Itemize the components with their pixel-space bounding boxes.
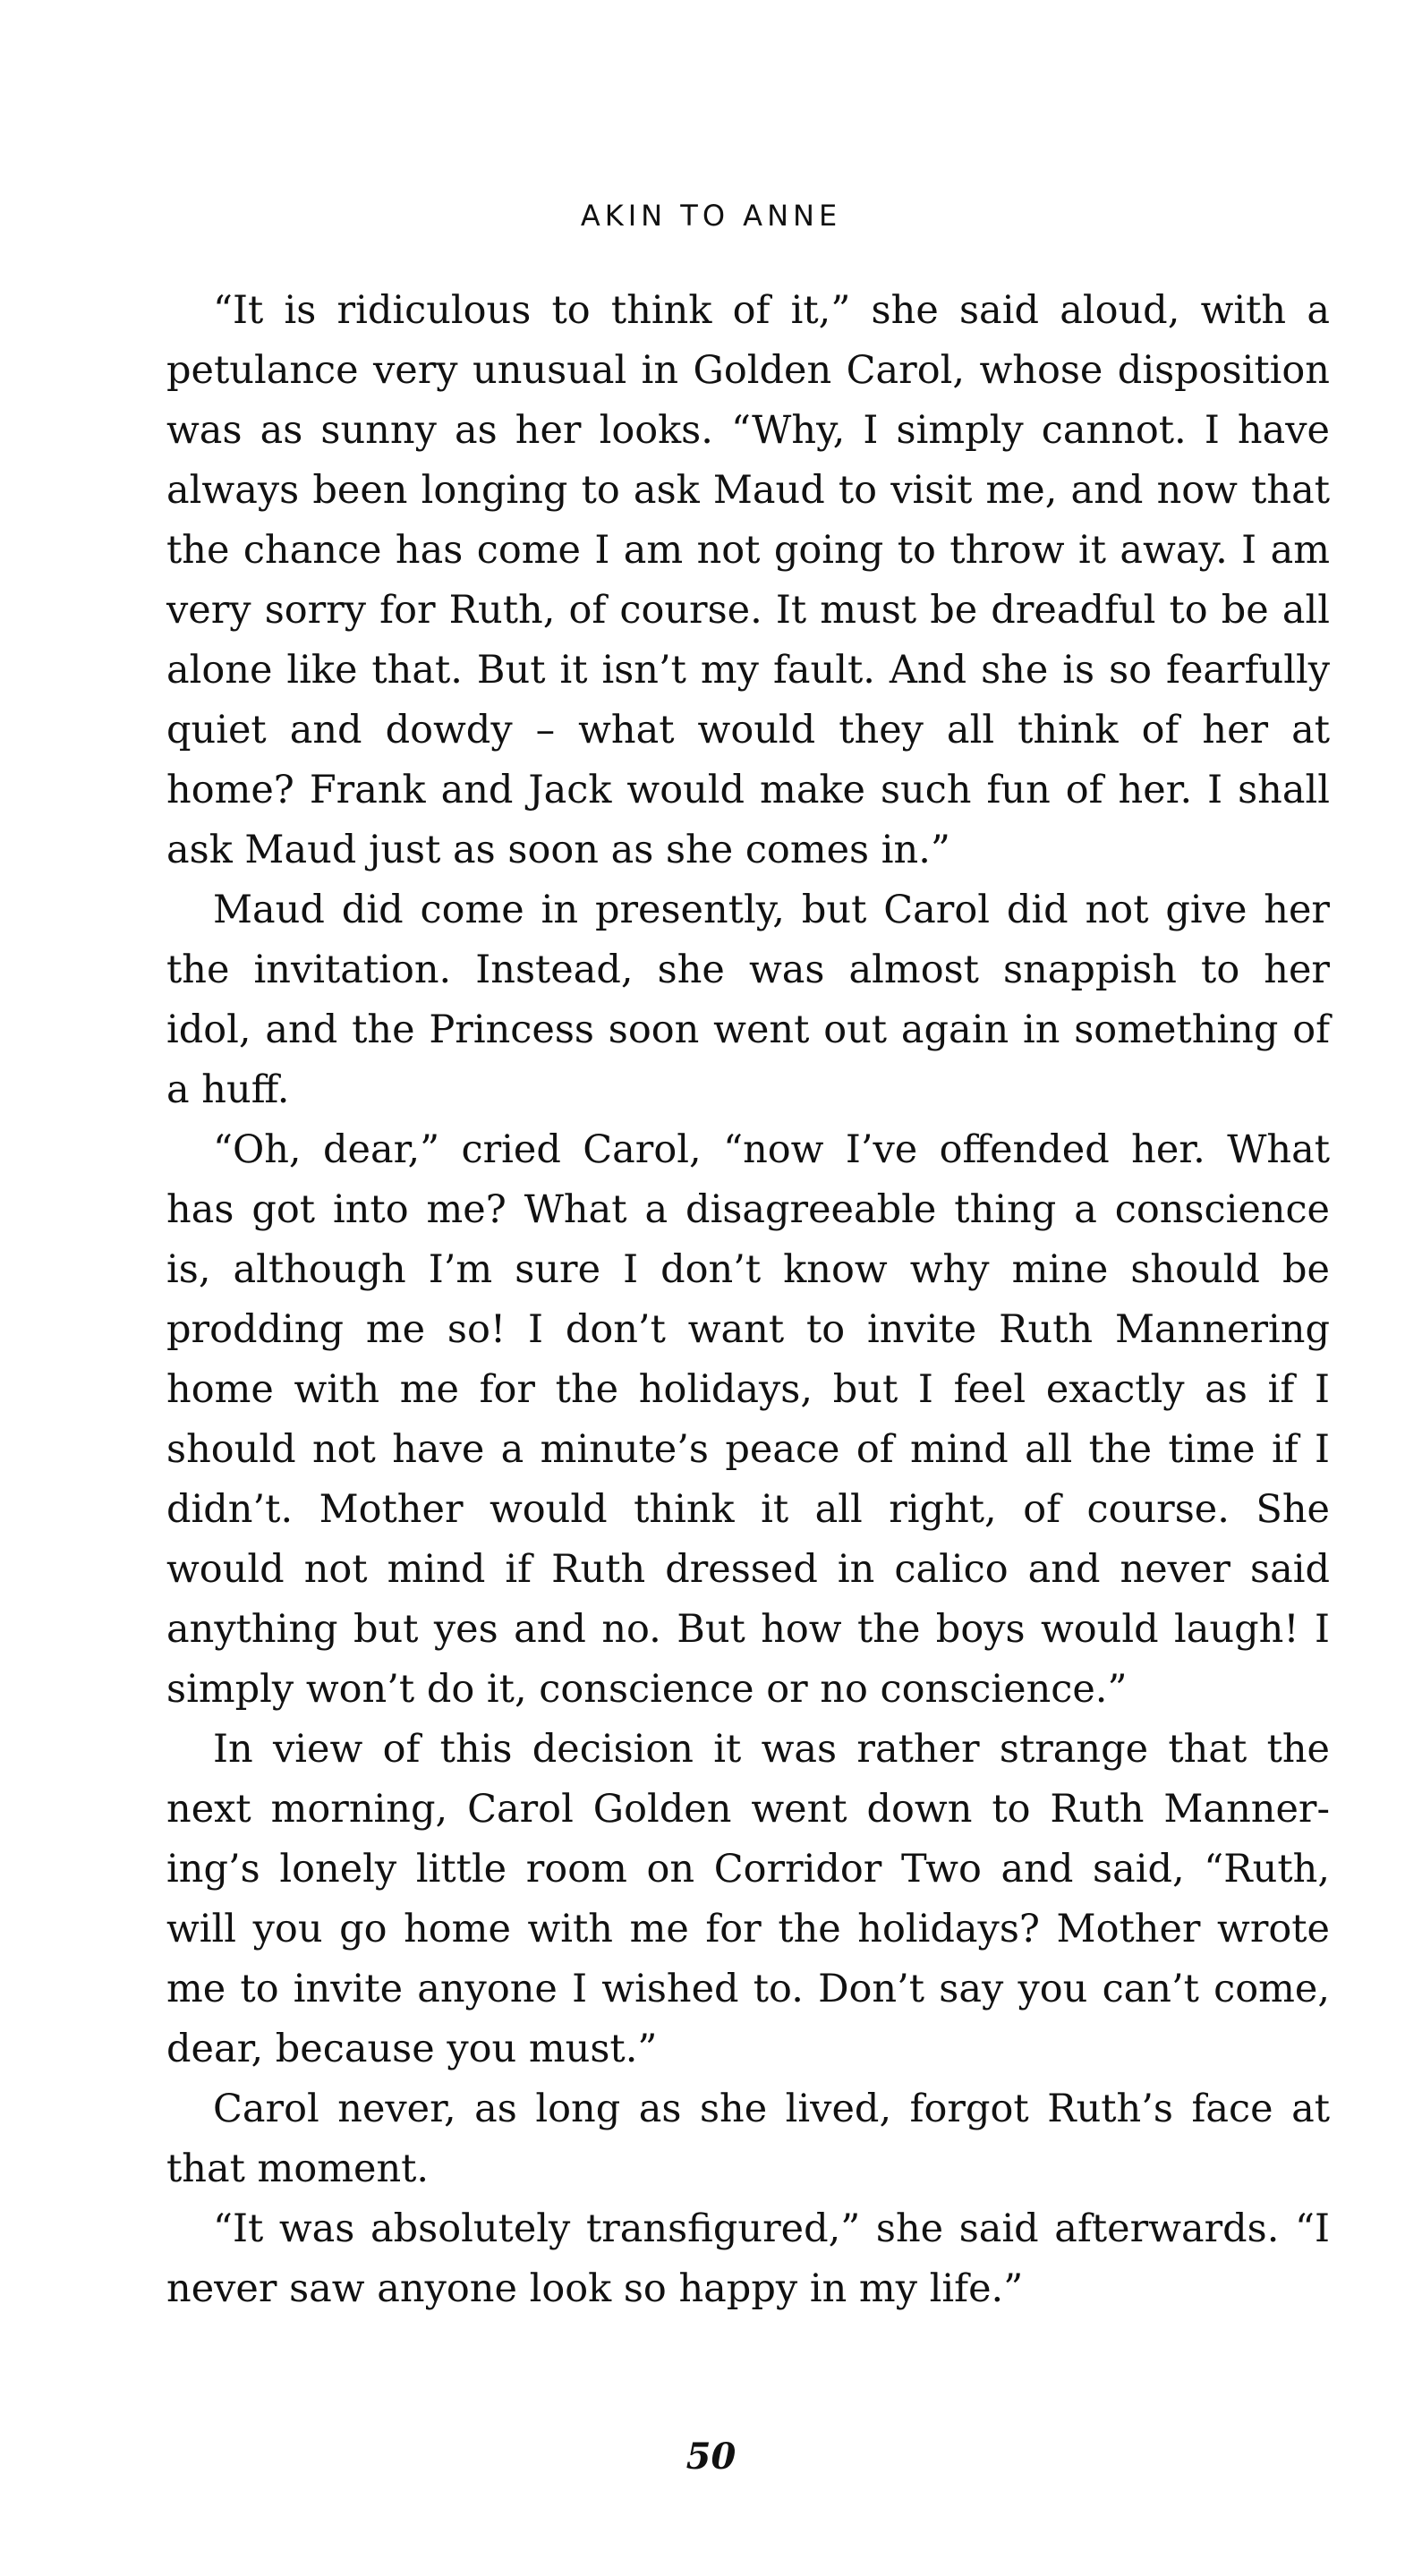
paragraph: In view of this decision it was rather strange that the next morning, Carol Golden went down to Ruth Mannering’s lonely little room on Corridor Two and said, “Ruth, will you go home with me for the holidays? Mother wrote me to invite anyone I wished to. Don’t say you can’t come, dear, because you must.” — [166, 1727, 1330, 2071]
paragraph: “Oh, dear,” cried Carol, “now I’ve offended her. What has got into me? What a disagreeable thing a conscience is, although I’m sure I don’t know why mine should be prodding me so! I don’t want to invite Ruth Mannering home with me for the holidays, but I feel exactly as if I should not have a minute’s peace of mind all the time if I didn’t. Mother would think it all right, of course. She would not mind if Ruth dressed in calico and never said anything but yes and no. But how the boys would laugh! I simply won’t do it, conscience or no conscience.” — [166, 1127, 1330, 1712]
paragraph: “It was absolutely transfigured,” she said afterwards. “I never saw anyone look so happy in my life.” — [166, 2206, 1330, 2311]
body-text — [166, 281, 1330, 2319]
running-head: AKIN TO ANNE — [580, 199, 842, 233]
page-number: 50 — [685, 2436, 737, 2478]
paragraph: Carol never, as long as she lived, forgot Ruth’s face at that moment. — [166, 2087, 1330, 2191]
paragraph: Maud did come in presently, but Carol did not give her the invitation. Instead, she was almost snappish to her idol, and the Princess soon went out again in something of a huff. — [166, 888, 1330, 1112]
paragraph: “It is ridiculous to think of it,” she said aloud, with a petulance very unusual in Golden Carol, whose disposition was as sunny as her looks. “Why, I simply cannot. I have always been longing to ask Maud to visit me, and now that the chance has come I am not going to throw it away. I am very sorry for Ruth, of course. It must be dreadful to be all alone like that. But it isn’t my fault. And she is so fearfully quiet and dowdy – what would they all think of her at home? Frank and Jack would make such fun of her. I shall ask Maud just as soon as she comes in.” — [166, 288, 1330, 872]
